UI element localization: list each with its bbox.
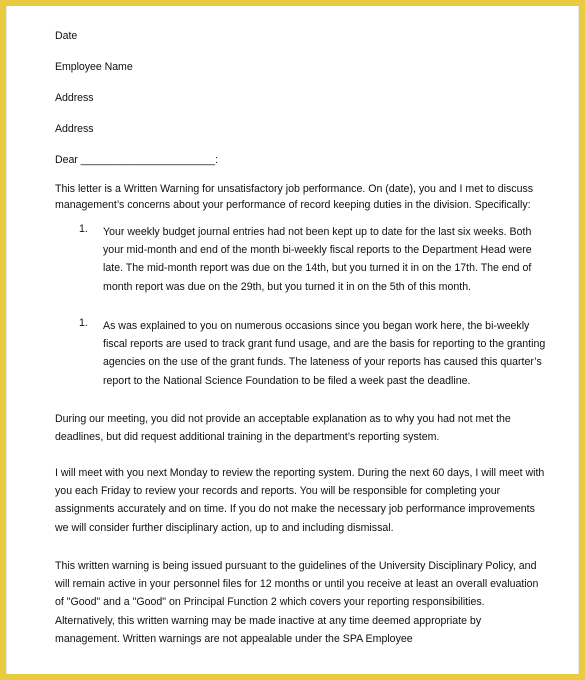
followup-paragraph: I will meet with you next Monday to review the reporting system. During the next 60 days, I will meet with you each Friday to review your records and reports. You will be responsible for completing your assignments accurately and on time. If you do not make the necessary job performance improvements we will consider further disciplinary action, up to and including dismissal.	[55, 467, 545, 534]
list-item-number: 1.	[79, 317, 88, 329]
list-item-number: 1.	[79, 223, 88, 235]
date-label: Date	[55, 30, 78, 42]
list-item-text: Your weekly budget journal entries had not been kept up to date for the last six weeks. Both your mid-month and end of the month bi-weekly fiscal reports to the Department Head were late. The mid-month report was due on the 14th, but you turned it in on the 17th. The end of month report was due on the 29th, but you turned it in on the 5th of this month.	[103, 226, 532, 293]
meeting-paragraph: During our meeting, you did not provide an acceptable explanation as to why you had not met the deadlines, but did request additional training in the department’s reporting system.	[55, 413, 511, 444]
list-item-text: As was explained to you on numerous occasions since you began work here, the bi-weekly fiscal reports are used to track grant fund usage, and are the basis for reporting to the granting agencies on the use of the grant funds. The lateness of your reports has caused this quarter’s report to the National Science Foundation to be filed a week past the deadline.	[103, 320, 546, 387]
list-item	[79, 317, 549, 390]
address-line-2: Address	[55, 123, 94, 135]
policy-paragraph: This written warning is being issued pursuant to the guidelines of the University Disciplinary Policy, and will remain active in your personnel files for 12 months or until you receive at least an overall evaluation of "Good" and a "Good" on Principal Function 2 which covers your reporting responsibilities. Alternatively, this written warning may be made inactive at any time deemed appropriate by management. Written warnings are not appealable under the SPA Employee	[55, 560, 539, 645]
employee-name-label: Employee Name	[55, 61, 133, 73]
salutation: Dear _______________________:	[55, 154, 218, 166]
list-item	[79, 223, 549, 296]
address-line-1: Address	[55, 92, 94, 104]
letter-page	[6, 6, 579, 674]
intro-paragraph: This letter is a Written Warning for unsatisfactory job performance. On (date), you and I met to discuss management’s concerns about your performance of record keeping duties in the division. Specifically:	[55, 183, 534, 211]
